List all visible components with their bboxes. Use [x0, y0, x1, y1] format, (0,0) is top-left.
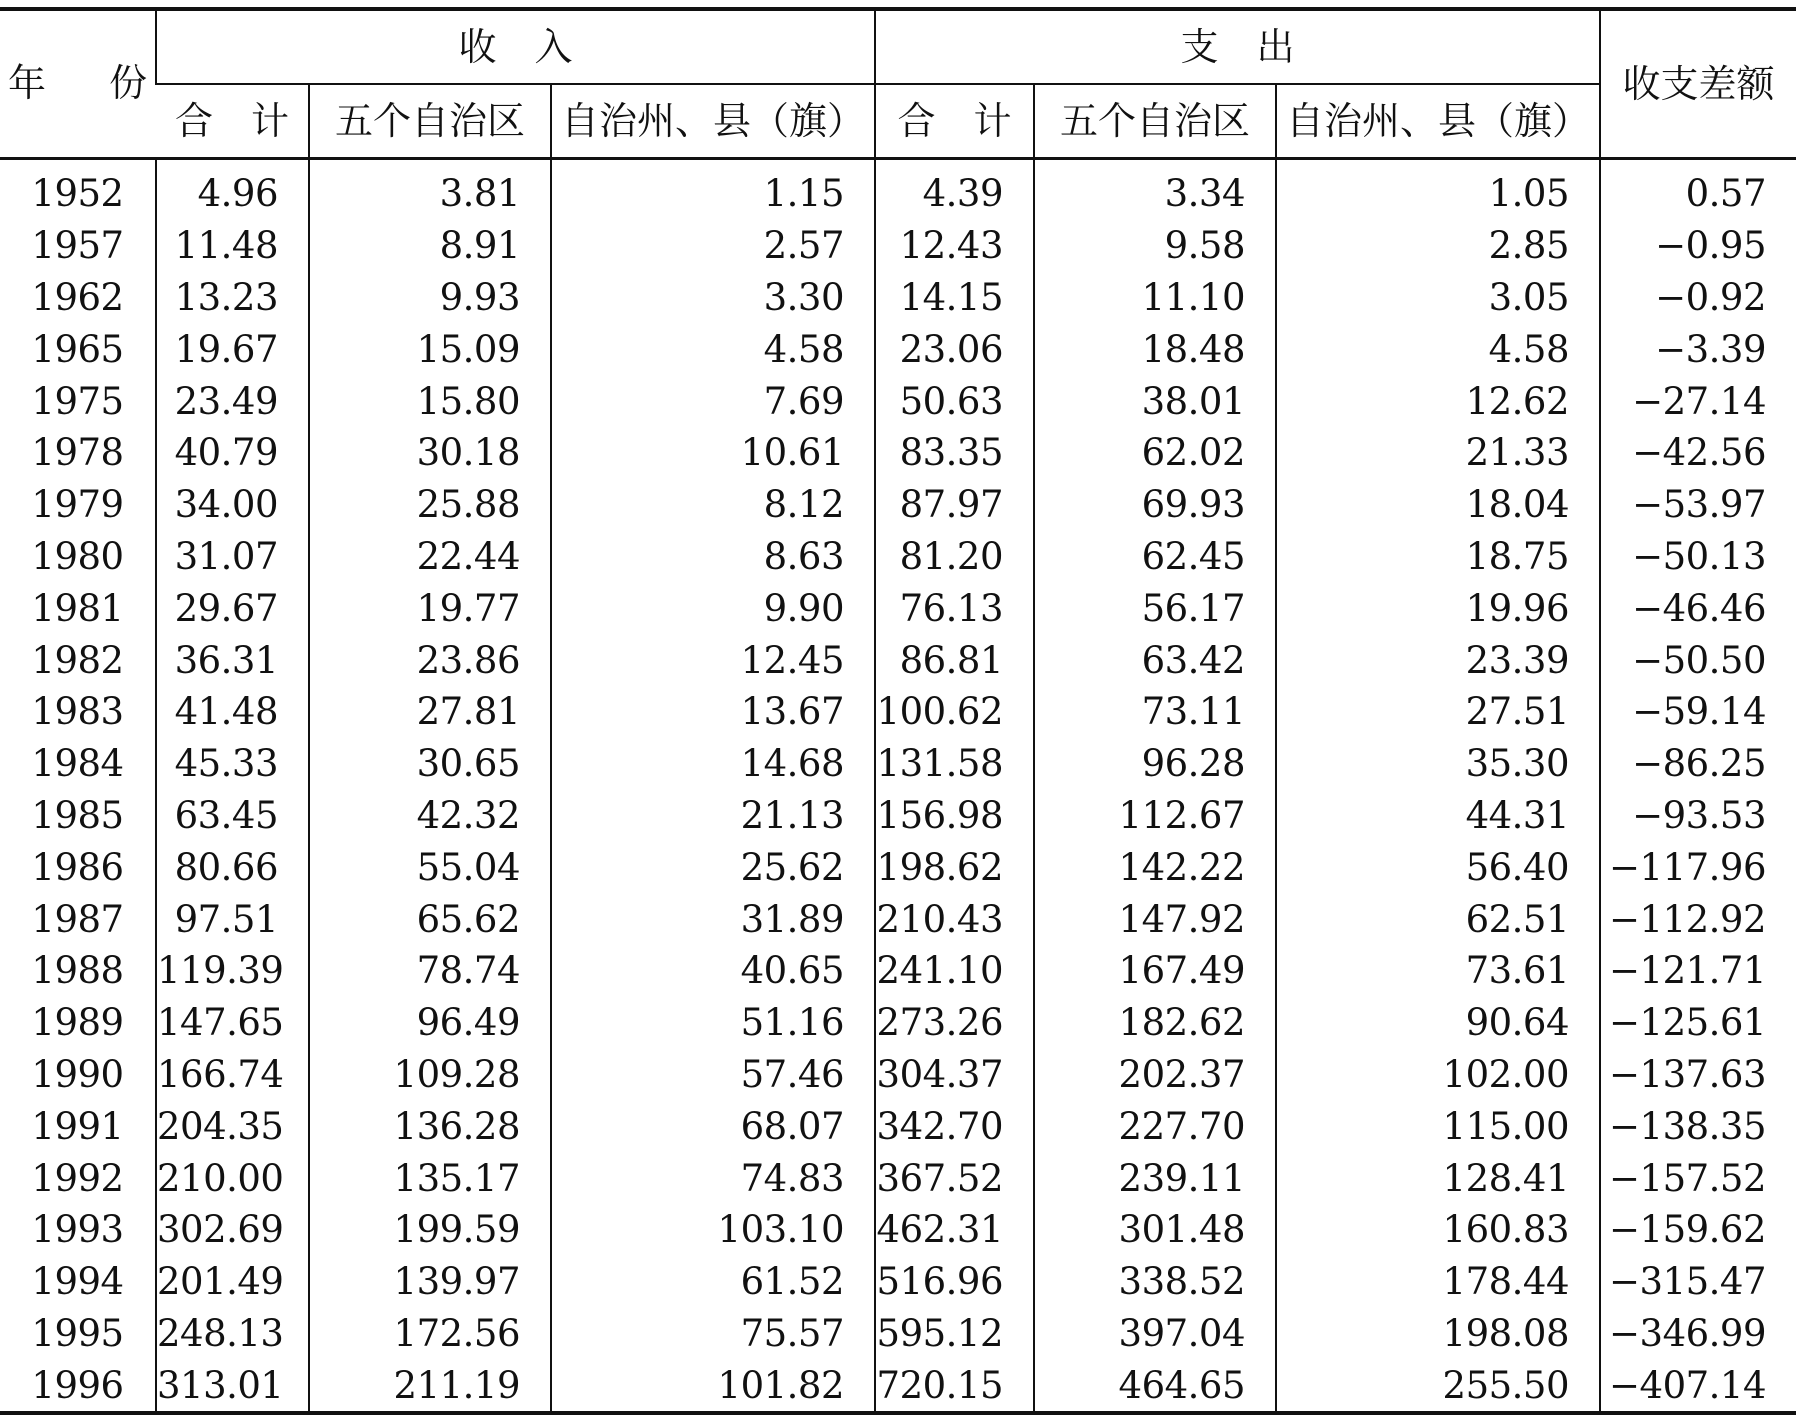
income-five-regions-cell: 22.44	[309, 531, 551, 583]
expense-prefecture-cell: 19.96	[1276, 582, 1600, 634]
expense-five-regions-cell: 18.48	[1034, 323, 1276, 375]
income-five-regions-cell: 55.04	[309, 841, 551, 893]
year-cell: 1996	[0, 1359, 156, 1413]
income-prefecture-cell: 21.13	[551, 790, 875, 842]
year-header-left: 年	[8, 61, 47, 105]
income-five-regions-cell: 15.80	[309, 375, 551, 427]
year-cell: 1990	[31, 1052, 124, 1096]
income-prefecture-cell: 7.69	[551, 375, 875, 427]
income-total-cell: 313.01	[156, 1359, 309, 1413]
year-cell: 1985	[31, 793, 124, 837]
expense-total-header: 合 计	[875, 84, 1034, 159]
table-row	[0, 945, 1796, 997]
income-prefecture-cell: 10.61	[551, 427, 875, 479]
expense-five-regions-cell: 112.67	[1034, 790, 1276, 842]
expense-five-regions-cell: 464.65	[1034, 1359, 1276, 1413]
balance-cell: −407.14	[1600, 1359, 1796, 1413]
income-total-cell: 23.49	[156, 375, 309, 427]
year-cell: 1989	[31, 1001, 124, 1045]
expense-five-regions-cell: 62.02	[1034, 427, 1276, 479]
balance-cell: −0.92	[1600, 272, 1796, 324]
table-row	[0, 427, 1796, 479]
income-total-cell: 97.51	[156, 893, 309, 945]
expense-prefecture-cell: 12.62	[1276, 375, 1600, 427]
expense-total-cell: 367.52	[875, 1152, 1034, 1204]
income-five-regions-cell: 109.28	[309, 1049, 551, 1101]
expense-prefecture-cell: 3.05	[1276, 272, 1600, 324]
expense-group-header: 支 出	[875, 9, 1600, 84]
year-header-right: 份	[108, 61, 147, 105]
expense-prefecture-cell: 18.04	[1276, 479, 1600, 531]
income-five-regions-cell: 15.09	[309, 323, 551, 375]
income-five-regions-cell: 30.65	[309, 738, 551, 790]
expense-prefecture-cell: 178.44	[1276, 1256, 1600, 1308]
year-cell: 1982	[31, 638, 124, 682]
expense-prefecture-county-header: 自治州、县（旗）	[1276, 84, 1600, 159]
income-five-regions-cell: 9.93	[309, 272, 551, 324]
expense-prefecture-cell: 27.51	[1276, 686, 1600, 738]
expense-five-regions-cell: 338.52	[1034, 1256, 1276, 1308]
income-prefecture-cell: 8.63	[551, 531, 875, 583]
balance-cell: −159.62	[1600, 1204, 1796, 1256]
balance-column-header: 收支差额	[1600, 9, 1796, 159]
year-cell: 1979	[31, 483, 124, 527]
expense-five-regions-cell: 96.28	[1034, 738, 1276, 790]
income-total-cell: 4.96	[156, 159, 309, 220]
expense-total-cell: 83.35	[875, 427, 1034, 479]
income-prefecture-cell: 61.52	[551, 1256, 875, 1308]
income-five-regions-cell: 211.19	[309, 1359, 551, 1413]
income-five-regions-cell: 139.97	[309, 1256, 551, 1308]
expense-five-regions-cell: 227.70	[1034, 1100, 1276, 1152]
income-five-regions-cell: 27.81	[309, 686, 551, 738]
expense-five-regions-cell: 62.45	[1034, 531, 1276, 583]
year-cell: 1991	[31, 1104, 124, 1148]
balance-cell: −112.92	[1600, 893, 1796, 945]
expense-total-cell: 595.12	[875, 1308, 1034, 1360]
income-total-cell: 11.48	[156, 220, 309, 272]
income-total-cell: 40.79	[156, 427, 309, 479]
income-five-regions-cell: 96.49	[309, 997, 551, 1049]
income-total-cell: 36.31	[156, 634, 309, 686]
expense-prefecture-cell: 198.08	[1276, 1308, 1600, 1360]
income-total-cell: 248.13	[156, 1308, 309, 1360]
expense-prefecture-cell: 255.50	[1276, 1359, 1600, 1413]
income-prefecture-cell: 31.89	[551, 893, 875, 945]
table-row	[0, 738, 1796, 790]
expense-total-cell: 81.20	[875, 531, 1034, 583]
revenue-expenditure-table	[0, 7, 1796, 1415]
expense-five-regions-cell: 69.93	[1034, 479, 1276, 531]
expense-total-cell: 198.62	[875, 841, 1034, 893]
income-total-cell: 13.23	[156, 272, 309, 324]
balance-cell: −125.61	[1600, 997, 1796, 1049]
table-row	[0, 1308, 1796, 1360]
expense-prefecture-cell: 56.40	[1276, 841, 1600, 893]
balance-cell: −3.39	[1600, 323, 1796, 375]
year-cell: 1978	[31, 431, 124, 475]
expense-total-cell: 23.06	[875, 323, 1034, 375]
year-cell: 1984	[31, 742, 124, 786]
balance-cell: −157.52	[1600, 1152, 1796, 1204]
year-cell: 1994	[31, 1260, 124, 1304]
expense-five-regions-cell: 9.58	[1034, 220, 1276, 272]
expense-prefecture-cell: 23.39	[1276, 634, 1600, 686]
table-row	[0, 893, 1796, 945]
income-prefecture-cell: 25.62	[551, 841, 875, 893]
income-total-cell: 80.66	[156, 841, 309, 893]
expense-total-cell: 12.43	[875, 220, 1034, 272]
table-row	[0, 220, 1796, 272]
expense-total-cell: 720.15	[875, 1359, 1034, 1413]
income-five-regions-cell: 3.81	[309, 159, 551, 220]
header-row-groups	[0, 9, 1796, 84]
income-prefecture-cell: 13.67	[551, 686, 875, 738]
expense-total-cell: 210.43	[875, 893, 1034, 945]
balance-cell: −315.47	[1600, 1256, 1796, 1308]
expense-prefecture-cell: 62.51	[1276, 893, 1600, 945]
income-prefecture-cell: 51.16	[551, 997, 875, 1049]
expense-five-regions-cell: 56.17	[1034, 582, 1276, 634]
income-five-regions-header: 五个自治区	[309, 84, 551, 159]
income-prefecture-cell: 75.57	[551, 1308, 875, 1360]
year-cell: 1987	[31, 897, 124, 941]
expense-prefecture-cell: 90.64	[1276, 997, 1600, 1049]
expense-prefecture-cell: 160.83	[1276, 1204, 1600, 1256]
year-cell: 1965	[31, 327, 124, 371]
expense-five-regions-cell: 142.22	[1034, 841, 1276, 893]
balance-cell: −117.96	[1600, 841, 1796, 893]
income-five-regions-cell: 172.56	[309, 1308, 551, 1360]
income-five-regions-cell: 65.62	[309, 893, 551, 945]
income-prefecture-cell: 74.83	[551, 1152, 875, 1204]
table-row	[0, 686, 1796, 738]
income-total-cell: 31.07	[156, 531, 309, 583]
income-total-cell: 34.00	[156, 479, 309, 531]
expense-five-regions-cell: 63.42	[1034, 634, 1276, 686]
income-prefecture-cell: 14.68	[551, 738, 875, 790]
expense-five-regions-cell: 202.37	[1034, 1049, 1276, 1101]
expense-prefecture-cell: 115.00	[1276, 1100, 1600, 1152]
table-row	[0, 272, 1796, 324]
table-row	[0, 1100, 1796, 1152]
expense-total-cell: 4.39	[875, 159, 1034, 220]
balance-cell: 0.57	[1600, 159, 1796, 220]
balance-cell: −138.35	[1600, 1100, 1796, 1152]
table-row	[0, 841, 1796, 893]
table-row	[0, 1152, 1796, 1204]
income-prefecture-county-header: 自治州、县（旗）	[551, 84, 875, 159]
balance-cell: −121.71	[1600, 945, 1796, 997]
table-row	[0, 1204, 1796, 1256]
income-five-regions-cell: 199.59	[309, 1204, 551, 1256]
income-five-regions-cell: 23.86	[309, 634, 551, 686]
expense-total-cell: 273.26	[875, 997, 1034, 1049]
table-row	[0, 323, 1796, 375]
balance-cell: −50.50	[1600, 634, 1796, 686]
expense-total-cell: 86.81	[875, 634, 1034, 686]
balance-cell: −346.99	[1600, 1308, 1796, 1360]
balance-cell: −50.13	[1600, 531, 1796, 583]
expense-prefecture-cell: 18.75	[1276, 531, 1600, 583]
expense-prefecture-cell: 73.61	[1276, 945, 1600, 997]
expense-total-cell: 241.10	[875, 945, 1034, 997]
balance-cell: −93.53	[1600, 790, 1796, 842]
year-cell: 1992	[31, 1156, 124, 1200]
income-prefecture-cell: 57.46	[551, 1049, 875, 1101]
income-total-cell: 166.74	[156, 1049, 309, 1101]
table-row	[0, 790, 1796, 842]
table-row	[0, 531, 1796, 583]
income-prefecture-cell: 1.15	[551, 159, 875, 220]
year-column-header	[0, 9, 156, 159]
expense-prefecture-cell: 44.31	[1276, 790, 1600, 842]
year-cell: 1988	[31, 949, 124, 993]
expense-total-cell: 342.70	[875, 1100, 1034, 1152]
income-prefecture-cell: 12.45	[551, 634, 875, 686]
balance-cell: −42.56	[1600, 427, 1796, 479]
year-cell: 1993	[31, 1208, 124, 1252]
income-five-regions-cell: 19.77	[309, 582, 551, 634]
income-five-regions-cell: 135.17	[309, 1152, 551, 1204]
expense-prefecture-cell: 2.85	[1276, 220, 1600, 272]
year-cell: 1957	[31, 224, 124, 268]
expense-total-cell: 156.98	[875, 790, 1034, 842]
expense-prefecture-cell: 21.33	[1276, 427, 1600, 479]
year-cell: 1980	[31, 534, 124, 578]
income-five-regions-cell: 30.18	[309, 427, 551, 479]
balance-cell: −86.25	[1600, 738, 1796, 790]
expense-total-cell: 87.97	[875, 479, 1034, 531]
expense-prefecture-cell: 102.00	[1276, 1049, 1600, 1101]
expense-total-cell: 50.63	[875, 375, 1034, 427]
expense-five-regions-cell: 182.62	[1034, 997, 1276, 1049]
income-five-regions-cell: 25.88	[309, 479, 551, 531]
year-cell: 1986	[31, 845, 124, 889]
income-group-header: 收 入	[156, 9, 875, 84]
expense-total-cell: 516.96	[875, 1256, 1034, 1308]
table-row	[0, 1256, 1796, 1308]
year-cell: 1981	[31, 586, 124, 630]
expense-prefecture-cell: 4.58	[1276, 323, 1600, 375]
income-prefecture-cell: 3.30	[551, 272, 875, 324]
income-prefecture-cell: 40.65	[551, 945, 875, 997]
table-row	[0, 582, 1796, 634]
expense-total-cell: 100.62	[875, 686, 1034, 738]
table-row	[0, 479, 1796, 531]
expense-total-cell: 304.37	[875, 1049, 1034, 1101]
expense-prefecture-cell: 1.05	[1276, 159, 1600, 220]
income-five-regions-cell: 78.74	[309, 945, 551, 997]
expense-five-regions-cell: 11.10	[1034, 272, 1276, 324]
income-total-cell: 63.45	[156, 790, 309, 842]
income-total-cell: 204.35	[156, 1100, 309, 1152]
expense-five-regions-cell: 397.04	[1034, 1308, 1276, 1360]
table-row	[0, 375, 1796, 427]
balance-cell: −46.46	[1600, 582, 1796, 634]
income-total-cell: 201.49	[156, 1256, 309, 1308]
balance-cell: −0.95	[1600, 220, 1796, 272]
income-total-cell: 147.65	[156, 997, 309, 1049]
year-cell: 1995	[31, 1311, 124, 1355]
expense-total-cell: 76.13	[875, 582, 1034, 634]
year-cell: 1962	[31, 275, 124, 319]
income-total-cell: 45.33	[156, 738, 309, 790]
income-total-cell: 302.69	[156, 1204, 309, 1256]
expense-five-regions-cell: 73.11	[1034, 686, 1276, 738]
income-total-cell: 119.39	[156, 945, 309, 997]
income-prefecture-cell: 8.12	[551, 479, 875, 531]
income-total-cell: 29.67	[156, 582, 309, 634]
income-five-regions-cell: 42.32	[309, 790, 551, 842]
income-prefecture-cell: 2.57	[551, 220, 875, 272]
expense-five-regions-cell: 3.34	[1034, 159, 1276, 220]
income-total-header: 合 计	[156, 84, 309, 159]
income-prefecture-cell: 103.10	[551, 1204, 875, 1256]
table-row	[0, 997, 1796, 1049]
income-prefecture-cell: 101.82	[551, 1359, 875, 1413]
income-prefecture-cell: 4.58	[551, 323, 875, 375]
expense-five-regions-cell: 167.49	[1034, 945, 1276, 997]
income-total-cell: 210.00	[156, 1152, 309, 1204]
year-cell: 1952	[31, 172, 124, 216]
expense-five-regions-header: 五个自治区	[1034, 84, 1276, 159]
year-cell: 1975	[31, 379, 124, 423]
expense-five-regions-cell: 239.11	[1034, 1152, 1276, 1204]
expense-five-regions-cell: 147.92	[1034, 893, 1276, 945]
expense-five-regions-cell: 301.48	[1034, 1204, 1276, 1256]
expense-prefecture-cell: 128.41	[1276, 1152, 1600, 1204]
balance-cell: −59.14	[1600, 686, 1796, 738]
expense-total-cell: 462.31	[875, 1204, 1034, 1256]
year-cell: 1983	[31, 690, 124, 734]
table-body	[0, 159, 1796, 1414]
balance-cell: −137.63	[1600, 1049, 1796, 1101]
balance-cell: −53.97	[1600, 479, 1796, 531]
income-total-cell: 19.67	[156, 323, 309, 375]
table-row	[0, 634, 1796, 686]
table-row	[0, 1049, 1796, 1101]
expense-five-regions-cell: 38.01	[1034, 375, 1276, 427]
income-five-regions-cell: 8.91	[309, 220, 551, 272]
income-five-regions-cell: 136.28	[309, 1100, 551, 1152]
expense-total-cell: 14.15	[875, 272, 1034, 324]
balance-cell: −27.14	[1600, 375, 1796, 427]
income-prefecture-cell: 68.07	[551, 1100, 875, 1152]
table-row	[0, 1359, 1796, 1413]
income-prefecture-cell: 9.90	[551, 582, 875, 634]
table-row	[0, 159, 1796, 220]
header-row-subcolumns	[0, 84, 1796, 159]
income-total-cell: 41.48	[156, 686, 309, 738]
expense-total-cell: 131.58	[875, 738, 1034, 790]
expense-prefecture-cell: 35.30	[1276, 738, 1600, 790]
